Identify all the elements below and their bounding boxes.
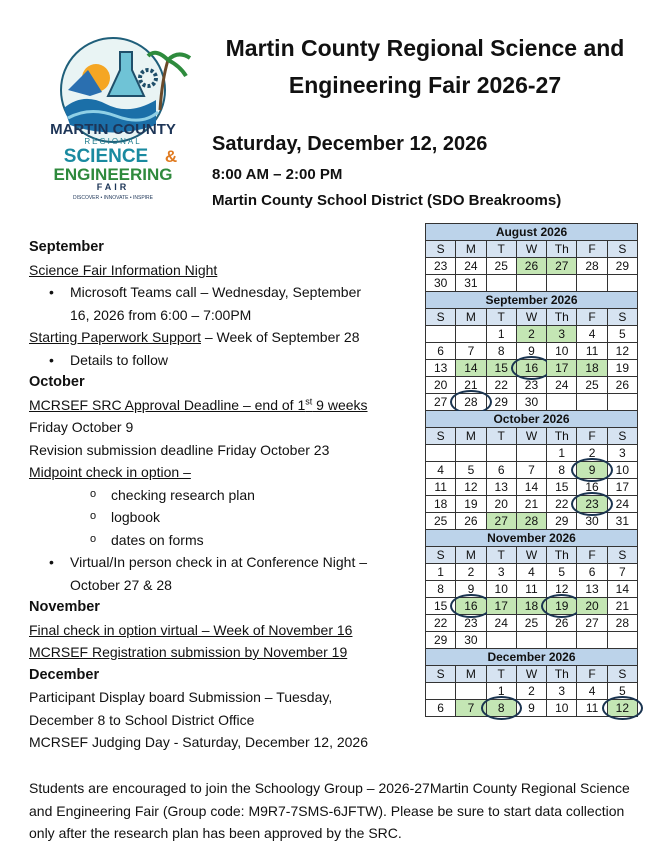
calendar-day: 23 [516,377,546,394]
virtual-checkin-line-2: October 27 & 28 [70,576,172,593]
src-deadline-text: MCRSEF SRC Approval Deadline – end of 1 [29,396,306,413]
calendar-day: 2 [516,683,546,700]
calendar-day: 18 [426,496,456,513]
calendar-day: 8 [426,581,456,598]
calendar-day-header: S [607,428,637,445]
calendar-day [577,394,607,411]
calendar-day-header: S [607,547,637,564]
calendar-day: 4 [577,683,607,700]
calendar-day: 16 [577,479,607,496]
info-night-link[interactable]: Science Fair Information Night [29,261,218,278]
revision-deadline: Revision submission deadline Friday October 23 [29,441,330,458]
calendar-day: 10 [547,343,577,360]
calendar-day: 21 [516,496,546,513]
calendar-day-header: F [577,241,607,258]
calendar-day: 3 [547,326,577,343]
calendar-day-header: F [577,428,607,445]
paperwork-support-date: – Week of September 28 [200,329,360,345]
calendar-day: 19 [547,598,577,615]
calendar-day: 1 [486,326,516,343]
bullet-virtual-checkin [29,551,409,596]
calendar-day: 25 [426,513,456,530]
sub-bullet-dates-on-forms: o dates on forms [29,529,409,552]
calendar-day: 4 [516,564,546,581]
calendar-day: 18 [577,360,607,377]
calendar-day: 22 [486,377,516,394]
calendar-day: 26 [516,258,546,275]
calendar-day: 5 [607,683,637,700]
logo-tagline: DISCOVER • INNOVATE • INSPIRE [73,195,153,200]
calendar-day [456,683,486,700]
calendar-day: 1 [426,564,456,581]
calendar-day: 15 [547,479,577,496]
footer-note: Students are encouraged to join the Schoology Group – 2026-27Martin County Regional Science and Engineering Fair (Group code: M9R7-7SMS-6JFTW). Please be sure to start data collection only after the research plan has been approved by the SRC. [29,780,630,841]
calendar-day: 26 [456,513,486,530]
midpoint-check-link[interactable]: Midpoint check in option – [29,464,191,480]
calendar-day [516,445,546,462]
logo-line-regional: REGIONAL [84,137,142,146]
calendar-day: 25 [486,258,516,275]
calendar-day: 11 [426,479,456,496]
calendar-day-header: F [577,309,607,326]
calendar-day: 16 [516,360,546,377]
calendar-day: 9 [456,581,486,598]
calendar-day: 24 [456,258,486,275]
calendar-day [516,275,546,292]
bullet-teams-call [29,281,409,326]
calendar-day: 14 [456,360,486,377]
calendar-day [547,632,577,649]
calendar-day: 12 [607,343,637,360]
calendar-month-title: August 2026 [426,224,638,241]
calendar-month-title: November 2026 [426,530,638,547]
calendar-day: 8 [486,343,516,360]
calendar-day: 25 [577,377,607,394]
calendar-day: 19 [456,496,486,513]
calendar-day: 6 [577,564,607,581]
calendar-day: 23 [426,258,456,275]
calendar-day-header: M [456,309,486,326]
month-heading-november: November [29,599,100,615]
calendar-day: 5 [607,326,637,343]
display-board-line-2: December 8 to School District Office [29,711,255,728]
calendar-day: 13 [426,360,456,377]
calendar-day: 20 [426,377,456,394]
calendar-day: 3 [486,564,516,581]
calendar-day: 12 [547,581,577,598]
calendar-day: 7 [516,462,546,479]
calendar-day-header: W [516,547,546,564]
calendar-day [577,275,607,292]
calendar-day: 1 [486,683,516,700]
calendar-day: 6 [486,462,516,479]
calendar-day-header: S [426,241,456,258]
calendar-day-header: M [456,241,486,258]
calendar-day-header: Th [547,241,577,258]
calendar-day-header: M [456,666,486,683]
calendar-day: 11 [516,581,546,598]
calendar-day: 15 [426,598,456,615]
calendar-day: 9 [516,343,546,360]
logo-line-science: SCIENCE [63,146,149,167]
calendar-day: 25 [516,615,546,632]
calendar-day: 6 [426,700,456,717]
logo-line-engineering: ENGINEERING [53,165,173,184]
calendar-day-header: W [516,428,546,445]
src-deadline-sup: st [305,395,313,406]
calendar-day: 13 [577,581,607,598]
calendar-day [426,326,456,343]
event-date: Saturday, December 12, 2026 [212,133,488,155]
calendar-day: 2 [456,564,486,581]
src-deadline-link[interactable] [29,397,368,413]
calendar [425,223,638,717]
calendar-day [426,683,456,700]
calendar-day: 27 [547,258,577,275]
calendar-day: 8 [547,462,577,479]
calendar-day: 3 [547,683,577,700]
calendar-day-header: W [516,309,546,326]
calendar-day: 4 [426,462,456,479]
calendar-day [607,394,637,411]
calendar-day: 23 [456,615,486,632]
calendar-day: 10 [607,462,637,479]
calendar-day [516,632,546,649]
calendar-day: 2 [577,445,607,462]
calendar-day: 7 [456,700,486,717]
virtual-checkin-line-1: • Virtual/In person check in at Conference Night – [70,554,368,570]
calendar-table [425,223,638,717]
paperwork-support-link[interactable]: Starting Paperwork Support [29,329,201,345]
calendar-day-header: S [607,241,637,258]
calendar-day: 30 [577,513,607,530]
logo-ampersand: & [164,147,178,166]
calendar-day: 4 [577,326,607,343]
calendar-day-header: S [426,547,456,564]
calendar-day: 28 [456,394,486,411]
calendar-day: 14 [607,581,637,598]
calendar-day: 15 [486,360,516,377]
calendar-day-header: T [486,241,516,258]
calendar-day-header: T [486,666,516,683]
calendar-day: 1 [547,445,577,462]
month-heading-december: December [29,666,100,683]
calendar-day-header: T [486,309,516,326]
calendar-day [547,394,577,411]
calendar-day-header: Th [547,428,577,445]
sub-bullet-logbook: o logbook [29,506,409,529]
calendar-day-header: S [426,666,456,683]
calendar-day: 27 [426,394,456,411]
calendar-day: 31 [456,275,486,292]
calendar-day: 28 [577,258,607,275]
calendar-day: 27 [486,513,516,530]
calendar-day: 22 [547,496,577,513]
calendar-day [486,275,516,292]
calendar-day-header: Th [547,666,577,683]
calendar-day: 24 [547,377,577,394]
calendar-month-title: October 2026 [426,411,638,428]
calendar-day-header: F [577,547,607,564]
calendar-day: 17 [547,360,577,377]
calendar-day-header: Th [547,547,577,564]
calendar-day: 28 [607,615,637,632]
calendar-day: 21 [456,377,486,394]
calendar-day: 11 [577,343,607,360]
fair-logo [28,30,198,200]
calendar-day-header: T [486,428,516,445]
calendar-day: 30 [456,632,486,649]
calendar-day: 12 [607,700,637,717]
calendar-day: 10 [547,700,577,717]
display-board-line-1: Participant Display board Submission – Tuesday, [29,689,333,705]
calendar-day: 14 [516,479,546,496]
details-text: Details to follow [70,351,169,368]
calendar-day: 30 [516,394,546,411]
calendar-day-header: W [516,241,546,258]
calendar-day: 10 [486,581,516,598]
calendar-day: 20 [577,598,607,615]
calendar-day: 26 [607,377,637,394]
calendar-day: 7 [456,343,486,360]
calendar-day: 30 [426,275,456,292]
calendar-day: 8 [486,700,516,717]
calendar-day: 6 [426,343,456,360]
judging-day: MCRSEF Judging Day - Saturday, December 12, 2026 [29,734,369,750]
calendar-day: 21 [607,598,637,615]
calendar-day [426,445,456,462]
calendar-day-header: S [426,309,456,326]
calendar-month-title: September 2026 [426,292,638,309]
month-heading-september: September [29,239,104,255]
calendar-day [456,445,486,462]
calendar-day: 5 [547,564,577,581]
calendar-day: 29 [547,513,577,530]
calendar-day: 2 [516,326,546,343]
calendar-day [607,275,637,292]
month-heading-october: October [29,374,85,390]
calendar-day [547,275,577,292]
calendar-day: 18 [516,598,546,615]
calendar-day: 29 [607,258,637,275]
calendar-day: 13 [486,479,516,496]
calendar-day: 17 [607,479,637,496]
calendar-day [486,632,516,649]
event-time: 8:00 AM – 2:00 PM [212,166,343,183]
event-location: Martin County School District (SDO Breakrooms) [212,192,562,209]
calendar-day: 31 [607,513,637,530]
calendar-day: 24 [486,615,516,632]
calendar-day [607,632,637,649]
logo-line-fair: FAIR [96,182,130,192]
registration-link[interactable]: MCRSEF Registration submission by November 19 [29,644,348,660]
calendar-day: 20 [486,496,516,513]
schedule-list [29,236,409,754]
calendar-day: 28 [516,513,546,530]
page-title: Martin County Regional Science and Engineering Fair 2026-27 [225,35,625,98]
calendar-day: 12 [456,479,486,496]
calendar-day: 24 [607,496,637,513]
bullet-details [29,349,409,372]
calendar-day: 22 [426,615,456,632]
calendar-day-header: Th [547,309,577,326]
calendar-day: 26 [547,615,577,632]
calendar-day [486,445,516,462]
calendar-day-header: M [456,428,486,445]
calendar-day-header: W [516,666,546,683]
calendar-day: 29 [486,394,516,411]
sub-bullet-research-plan: o checking research plan [29,484,409,507]
calendar-day: 19 [607,360,637,377]
calendar-day-header: S [607,309,637,326]
calendar-day [577,632,607,649]
final-check-link[interactable]: Final check in option virtual – Week of November 16 [29,621,353,638]
teams-call-line-1: • Microsoft Teams call – Wednesday, September [70,284,362,300]
calendar-day: 3 [607,445,637,462]
calendar-day [456,326,486,343]
calendar-day: 9 [577,462,607,479]
calendar-day-header: M [456,547,486,564]
calendar-day: 27 [577,615,607,632]
friday-oct9: Friday October 9 [29,419,134,435]
calendar-day-header: T [486,547,516,564]
calendar-day: 9 [516,700,546,717]
calendar-day: 23 [577,496,607,513]
calendar-month-title: December 2026 [426,649,638,666]
calendar-day-header: S [426,428,456,445]
calendar-day-header: S [607,666,637,683]
calendar-day: 11 [577,700,607,717]
calendar-day: 29 [426,632,456,649]
calendar-day: 7 [607,564,637,581]
src-deadline-text-end: 9 weeks [312,396,368,413]
calendar-day: 16 [456,598,486,615]
calendar-day: 5 [456,462,486,479]
logo-line-martin-county: MARTIN COUNTY [50,121,176,138]
calendar-day: 17 [486,598,516,615]
teams-call-line-2: 16, 2026 from 6:00 – 7:00PM [70,306,252,323]
calendar-day-header: F [577,666,607,683]
